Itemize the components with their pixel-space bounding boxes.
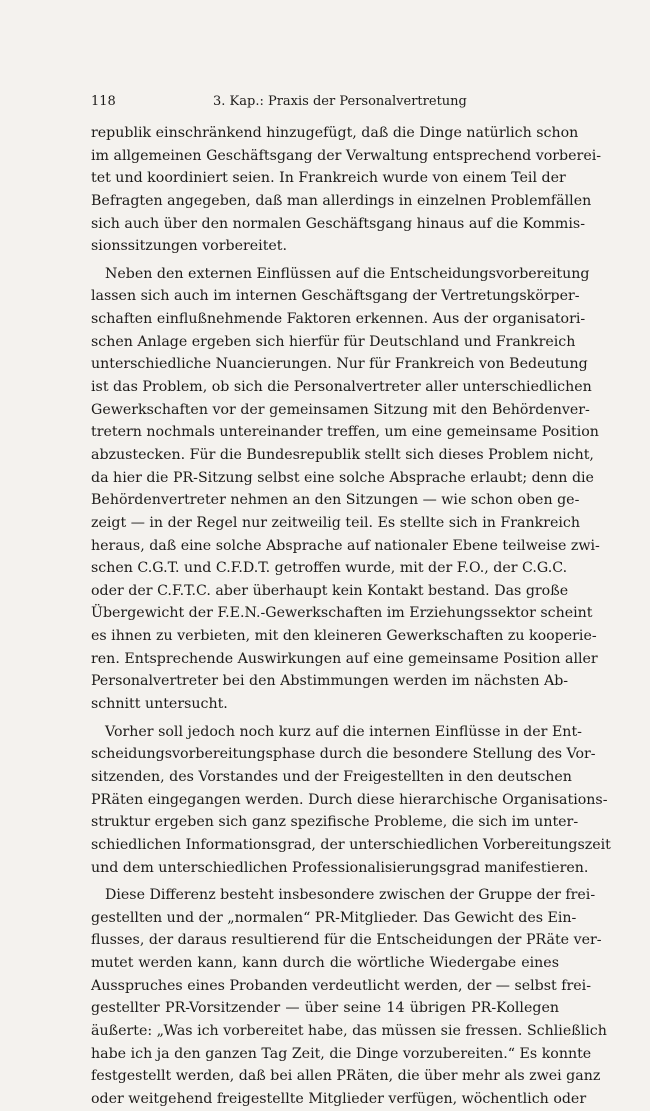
- text-line: ist das Problem, ob sich die Personalvertreter aller unterschiedlichen: [91, 379, 592, 396]
- text-line: da hier die PR-Sitzung selbst eine solche Absprache erlaubt; denn die: [91, 469, 594, 486]
- text-line: gestellter PR-Vorsitzender — über seine 14 übrigen PR-Kollegen: [91, 1000, 559, 1017]
- page-header: [91, 94, 561, 112]
- text-line: zeigt — in der Regel nur zeitweilig teil. Es stellte sich in Frankreich: [91, 514, 580, 531]
- text-line: sionssitzungen vorbereitet.: [91, 238, 288, 255]
- text-line: Neben den externen Einflüssen auf die Entscheidungsvorbereitung: [105, 265, 590, 282]
- text-line: schen C.G.T. und C.F.D.T. getroffen wurde, mit der F.O., der C.G.C.: [91, 560, 568, 577]
- text-line: tretern nochmals untereinander treffen, um eine gemeinsame Position: [91, 424, 599, 441]
- text-line: habe ich ja den ganzen Tag Zeit, die Dinge vorzubereiten.“ Es konnte: [91, 1045, 592, 1062]
- text-line: republik einschränkend hinzugefügt, daß die Dinge natürlich schon: [91, 125, 579, 141]
- text-line: sich auch über den normalen Geschäftsgang hinaus auf die Kommis-: [91, 215, 585, 232]
- text-line: scheidungsvorbereitungsphase durch die besondere Stellung des Vor-: [91, 746, 596, 763]
- paragraph: [91, 122, 602, 258]
- body-text: [91, 122, 611, 1111]
- paragraph: [91, 721, 611, 879]
- text-line: im allgemeinen Geschäftsgang der Verwaltung entsprechend vorberei-: [91, 147, 602, 164]
- text-line: oder der C.F.T.C. aber überhaupt kein Kontakt bestand. Das große: [91, 582, 569, 599]
- text-line: Vorher soll jedoch noch kurz auf die internen Einflüsse in der Ent-: [105, 723, 582, 740]
- text-line: heraus, daß eine solche Absprache auf nationaler Ebene teilweise zwi-: [91, 537, 600, 554]
- text-line: oder weitgehend freigestellte Mitglieder verfügen, wöchentlich oder: [91, 1090, 587, 1107]
- text-line: Diese Differenz besteht insbesondere zwischen der Gruppe der frei-: [105, 887, 596, 904]
- running-head: 3. Kap.: Praxis der Personalvertretung: [213, 94, 467, 109]
- text-line: PRäten eingegangen werden. Durch diese hierarchische Organisations-: [91, 791, 608, 808]
- page-number: 118: [91, 94, 116, 109]
- text-line: Personalvertreter bei den Abstimmungen werden im nächsten Ab-: [91, 673, 569, 690]
- text-line: ren. Entsprechende Auswirkungen auf eine gemeinsame Position aller: [91, 650, 598, 667]
- text-line: schaften einflußnehmende Faktoren erkennen. Aus der organisatori-: [91, 311, 586, 328]
- text-line: struktur ergeben sich ganz spezifische Probleme, die sich im unter-: [91, 814, 579, 831]
- text-line: Gewerkschaften vor der gemeinsamen Sitzung mit den Behördenver-: [91, 401, 590, 418]
- text-line: Befragten angegeben, daß man allerdings in einzelnen Problemfällen: [91, 192, 592, 209]
- paragraph: [91, 263, 600, 716]
- text-line: Behördenvertreter nehmen an den Sitzungen — wie schon oben ge-: [91, 492, 580, 509]
- text-line: mutet werden kann, kann durch die wörtliche Wiedergabe eines: [91, 955, 559, 972]
- text-line: abzustecken. Für die Bundesrepublik stellt sich dieses Problem nicht,: [91, 446, 594, 463]
- text-line: schnitt untersucht.: [91, 696, 228, 713]
- text-line: unterschiedliche Nuancierungen. Nur für Frankreich von Bedeutung: [91, 356, 588, 373]
- text-line: flusses, der daraus resultierend für die Entscheidungen der PRäte ver-: [91, 932, 602, 949]
- text-line: Übergewicht der F.E.N.-Gewerkschaften im Erziehungssektor scheint: [91, 605, 593, 622]
- text-line: schiedlichen Informationsgrad, der unterschiedlichen Vorbereitungszeit: [91, 836, 611, 853]
- text-line: und dem unterschiedlichen Professionalisierungsgrad manifestieren.: [91, 859, 589, 876]
- text-line: tet und koordiniert seien. In Frankreich wurde von einem Teil der: [91, 170, 566, 187]
- text-line: Ausspruches eines Probanden verdeutlicht werden, der — selbst frei-: [91, 977, 591, 994]
- paragraph: [91, 884, 607, 1110]
- text-line: lassen sich auch im internen Geschäftsgang der Vertretungskörper-: [91, 288, 580, 305]
- text-line: schen Anlage ergeben sich hierfür für Deutschland und Frankreich: [91, 333, 576, 350]
- text-line: gestellten und der „normalen“ PR-Mitglieder. Das Gewicht des Ein-: [91, 909, 577, 926]
- text-line: sitzenden, des Vorstandes und der Freigestellten in den deutschen: [91, 768, 572, 785]
- text-line: es ihnen zu verbieten, mit den kleineren Gewerkschaften zu kooperie-: [91, 628, 597, 645]
- text-line: äußerte: „Was ich vorbereitet habe, das müssen sie fressen. Schließlich: [91, 1022, 607, 1039]
- text-line: festgestellt werden, daß bei allen PRäten, die über mehr als zwei ganz: [91, 1068, 601, 1085]
